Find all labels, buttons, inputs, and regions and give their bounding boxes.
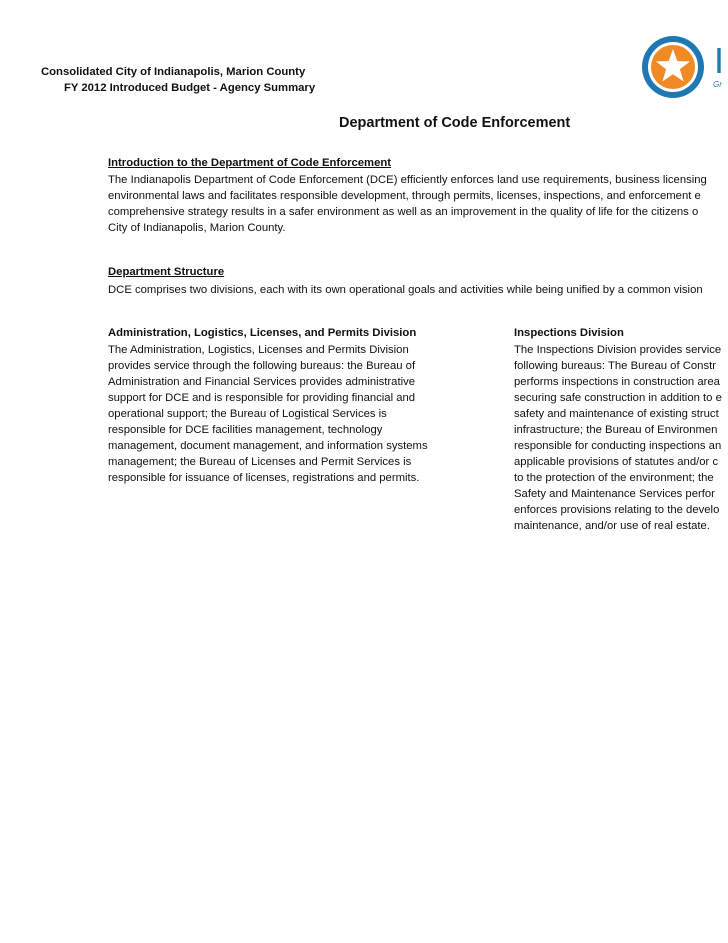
inspections-division-line: performs inspections in construction area (514, 376, 720, 388)
inspections-division-line: applicable provisions of statutes and/or c (514, 456, 719, 468)
structure-heading: Department Structure (108, 266, 225, 278)
inspections-division-line: infrastructure; the Bureau of Environmen (514, 424, 718, 436)
inspections-division-text (514, 342, 722, 534)
logo-tagline: Gr (713, 80, 722, 89)
introduction-line: comprehensive strategy results in a safer environment as well as an improvement in the quality of life for the citizens o (108, 206, 699, 218)
inspections-division-line: securing safe construction in addition to e (514, 392, 722, 404)
inspections-division-line: responsible for conducting inspections an (514, 440, 722, 452)
admin-division-line: management; the Bureau of Licenses and Permit Services is (108, 456, 412, 468)
admin-division-line: management, document management, and information systems (108, 440, 428, 452)
budget-line: FY 2012 Introduced Budget - Agency Summary (64, 82, 316, 94)
admin-division-line: responsible for issuance of licenses, registrations and permits. (108, 472, 420, 484)
admin-division-heading: Administration, Logistics, Licenses, and Permits Division (108, 327, 417, 339)
introduction-heading: Introduction to the Department of Code Enforcement (108, 157, 392, 169)
introduction-line: The Indianapolis Department of Code Enforcement (DCE) efficiently enforces land use requirements, business licensing (108, 174, 707, 186)
inspections-division-line: enforces provisions relating to the develo (514, 504, 720, 516)
inspections-division-line: The Inspections Division provides service (514, 344, 722, 356)
inspections-division-line: maintenance, and/or use of real estate. (514, 520, 710, 532)
admin-division-line: Administration and Financial Services provides administrative (108, 376, 416, 388)
admin-division-line: operational support; the Bureau of Logistical Services is (108, 408, 387, 420)
inspections-division-heading: Inspections Division (514, 327, 624, 339)
inspections-division-line: safety and maintenance of existing struct (514, 408, 719, 420)
admin-division-line: The Administration, Logistics, Licenses and Permits Division (108, 344, 409, 356)
introduction-line: environmental laws and facilitates responsible development, through permits, licenses, inspections, and enforcement e (108, 190, 701, 202)
structure-text (108, 282, 703, 298)
introduction-text (108, 172, 707, 236)
admin-division-text (108, 342, 428, 486)
admin-division-line: responsible for DCE facilities management, technology (108, 424, 383, 436)
logo-letter: I (714, 40, 725, 81)
introduction-line: City of Indianapolis, Marion County. (108, 222, 286, 234)
structure-line: DCE comprises two divisions, each with its own operational goals and activities while being unified by a common vision (108, 284, 703, 296)
department-title: Department of Code Enforcement (339, 115, 571, 131)
inspections-division-line: Safety and Maintenance Services perfor (514, 488, 715, 500)
city-logo-star-icon (640, 34, 706, 100)
admin-division-line: support for DCE and is responsible for providing financial and (108, 392, 416, 404)
org-line: Consolidated City of Indianapolis, Marion County (41, 66, 306, 78)
inspections-division-line: to the protection of the environment; the (514, 472, 714, 484)
admin-division-line: provides service through the following bureaus: the Bureau of (108, 360, 416, 372)
inspections-division-line: following bureaus: The Bureau of Constr (514, 360, 716, 372)
